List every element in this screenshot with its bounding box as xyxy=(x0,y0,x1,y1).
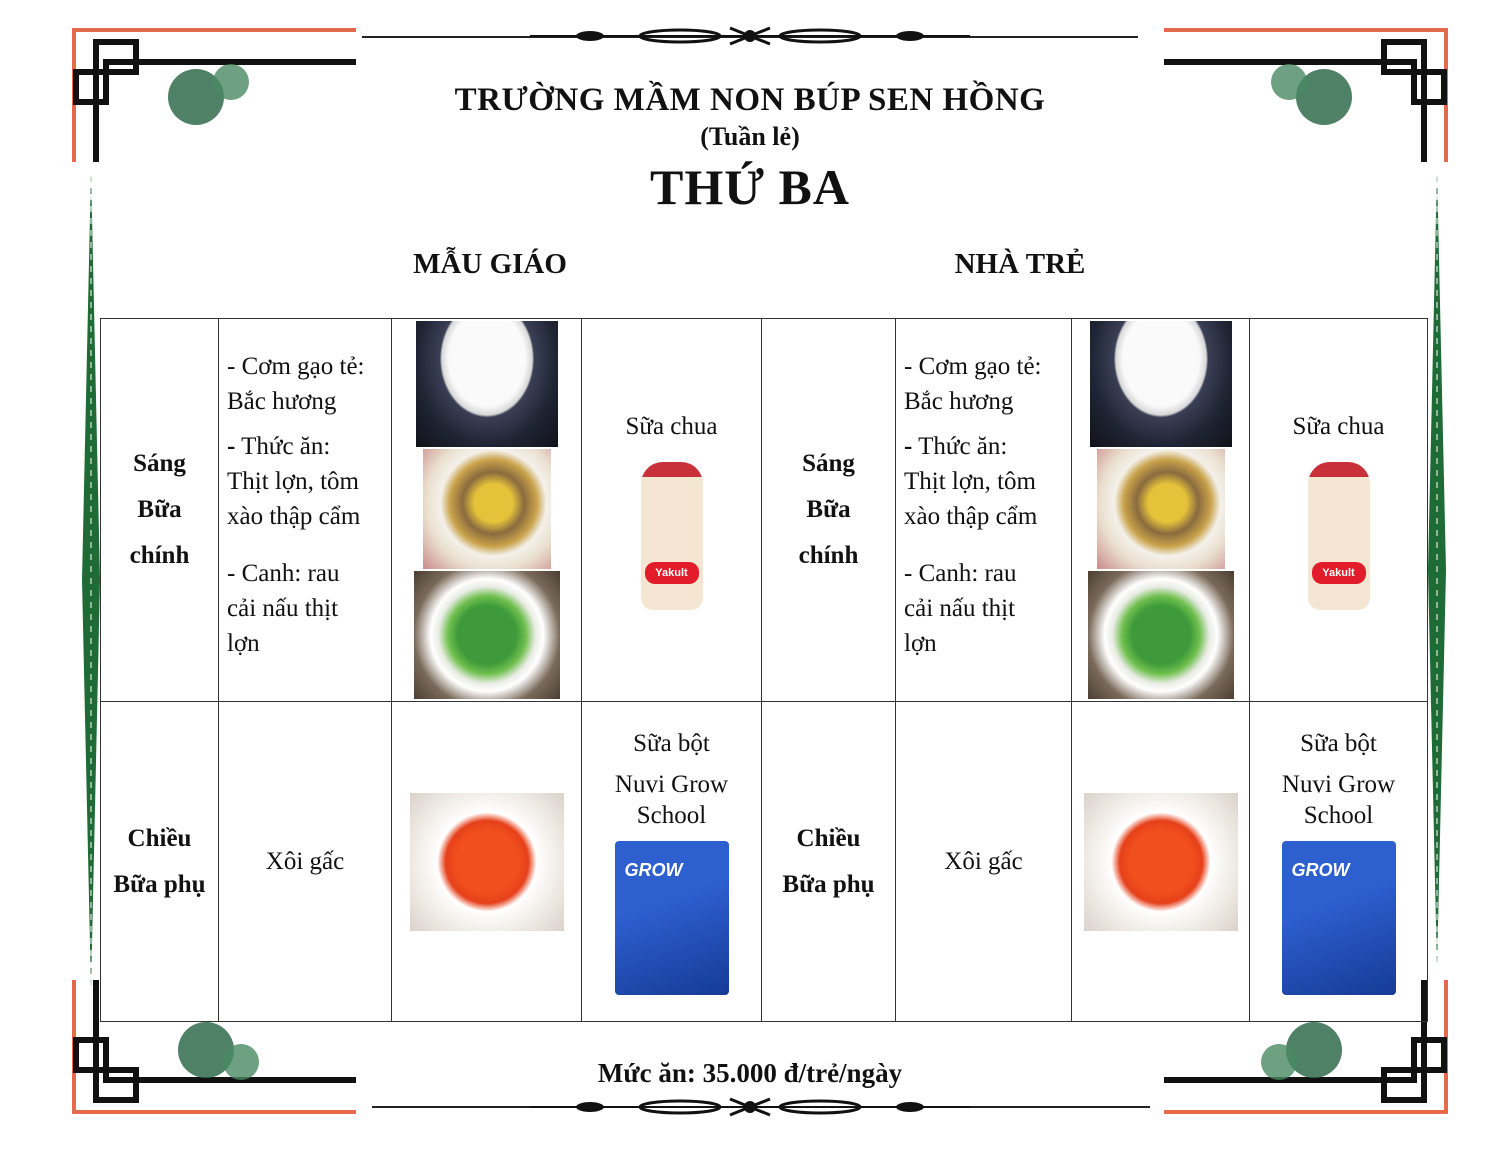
table-row xyxy=(101,319,1428,702)
top-ornament xyxy=(530,26,970,46)
dish-list: - Cơm gạo tẻ: Bắc hương - Thức ăn: Thịt lợn, tôm xào thập cẩm - Canh: rau cải nấu thịt lợn xyxy=(896,319,1072,702)
drink-cell: Sữa bột Nuvi Grow School GROW xyxy=(1250,702,1428,1022)
soup-image xyxy=(414,571,560,699)
meal-label-snack: Chiều Bữa phụ xyxy=(762,702,896,1022)
drink-cell: Sữa bột Nuvi Grow School GROW xyxy=(582,702,762,1022)
school-name: TRƯỜNG MẦM NON BÚP SEN HỒNG xyxy=(454,82,1046,118)
drink-cell xyxy=(582,319,762,702)
stir-fry-image xyxy=(1097,449,1225,569)
snack-dish: Xôi gấc xyxy=(896,702,1072,1022)
sticky-rice-image xyxy=(410,793,564,931)
milk-powder-bag-image: GROW xyxy=(1282,841,1396,995)
milk-powder-bag-image: GROW xyxy=(615,841,729,995)
day-title: THỨ BA xyxy=(650,159,850,215)
left-vine xyxy=(80,170,102,990)
rice-bowl-image xyxy=(1090,321,1232,447)
soup-image xyxy=(1088,571,1234,699)
table-row xyxy=(101,702,1428,1022)
snack-image-cell xyxy=(392,702,582,1022)
food-images xyxy=(1072,319,1250,702)
drink-label: Sữa chua xyxy=(625,412,718,440)
yogurt-bottle-image: Yakult xyxy=(641,462,703,610)
group-heading-kindergarten: MẪU GIÁO xyxy=(413,248,567,280)
meal-label-snack: Chiều Bữa phụ xyxy=(101,702,219,1022)
rice-bowl-image xyxy=(416,321,558,447)
menu-table xyxy=(100,318,1428,1022)
meal-label-main: Sáng Bữa chính xyxy=(101,319,219,702)
bottom-ornament xyxy=(530,1097,970,1117)
right-vine xyxy=(1426,170,1448,970)
week-label: (Tuần lẻ) xyxy=(700,122,800,151)
food-images xyxy=(392,319,582,702)
snack-dish: Xôi gấc xyxy=(219,702,392,1022)
group-heading-nursery: NHÀ TRẺ xyxy=(954,248,1086,280)
sticky-rice-image xyxy=(1084,793,1238,931)
meal-price: Mức ăn: 35.000 đ/trẻ/ngày xyxy=(597,1058,903,1088)
yogurt-bottle-image: Yakult xyxy=(1308,462,1370,610)
drink-cell xyxy=(1250,319,1428,702)
drink-label: Sữa chua xyxy=(1292,412,1385,440)
snack-image-cell xyxy=(1072,702,1250,1022)
dish-list: - Cơm gạo tẻ: Bắc hương - Thức ăn: Thịt lợn, tôm xào thập cẩm - Canh: rau cải nấu thịt lợn xyxy=(219,319,392,702)
meal-label-main: Sáng Bữa chính xyxy=(762,319,896,702)
stir-fry-image xyxy=(423,449,551,569)
